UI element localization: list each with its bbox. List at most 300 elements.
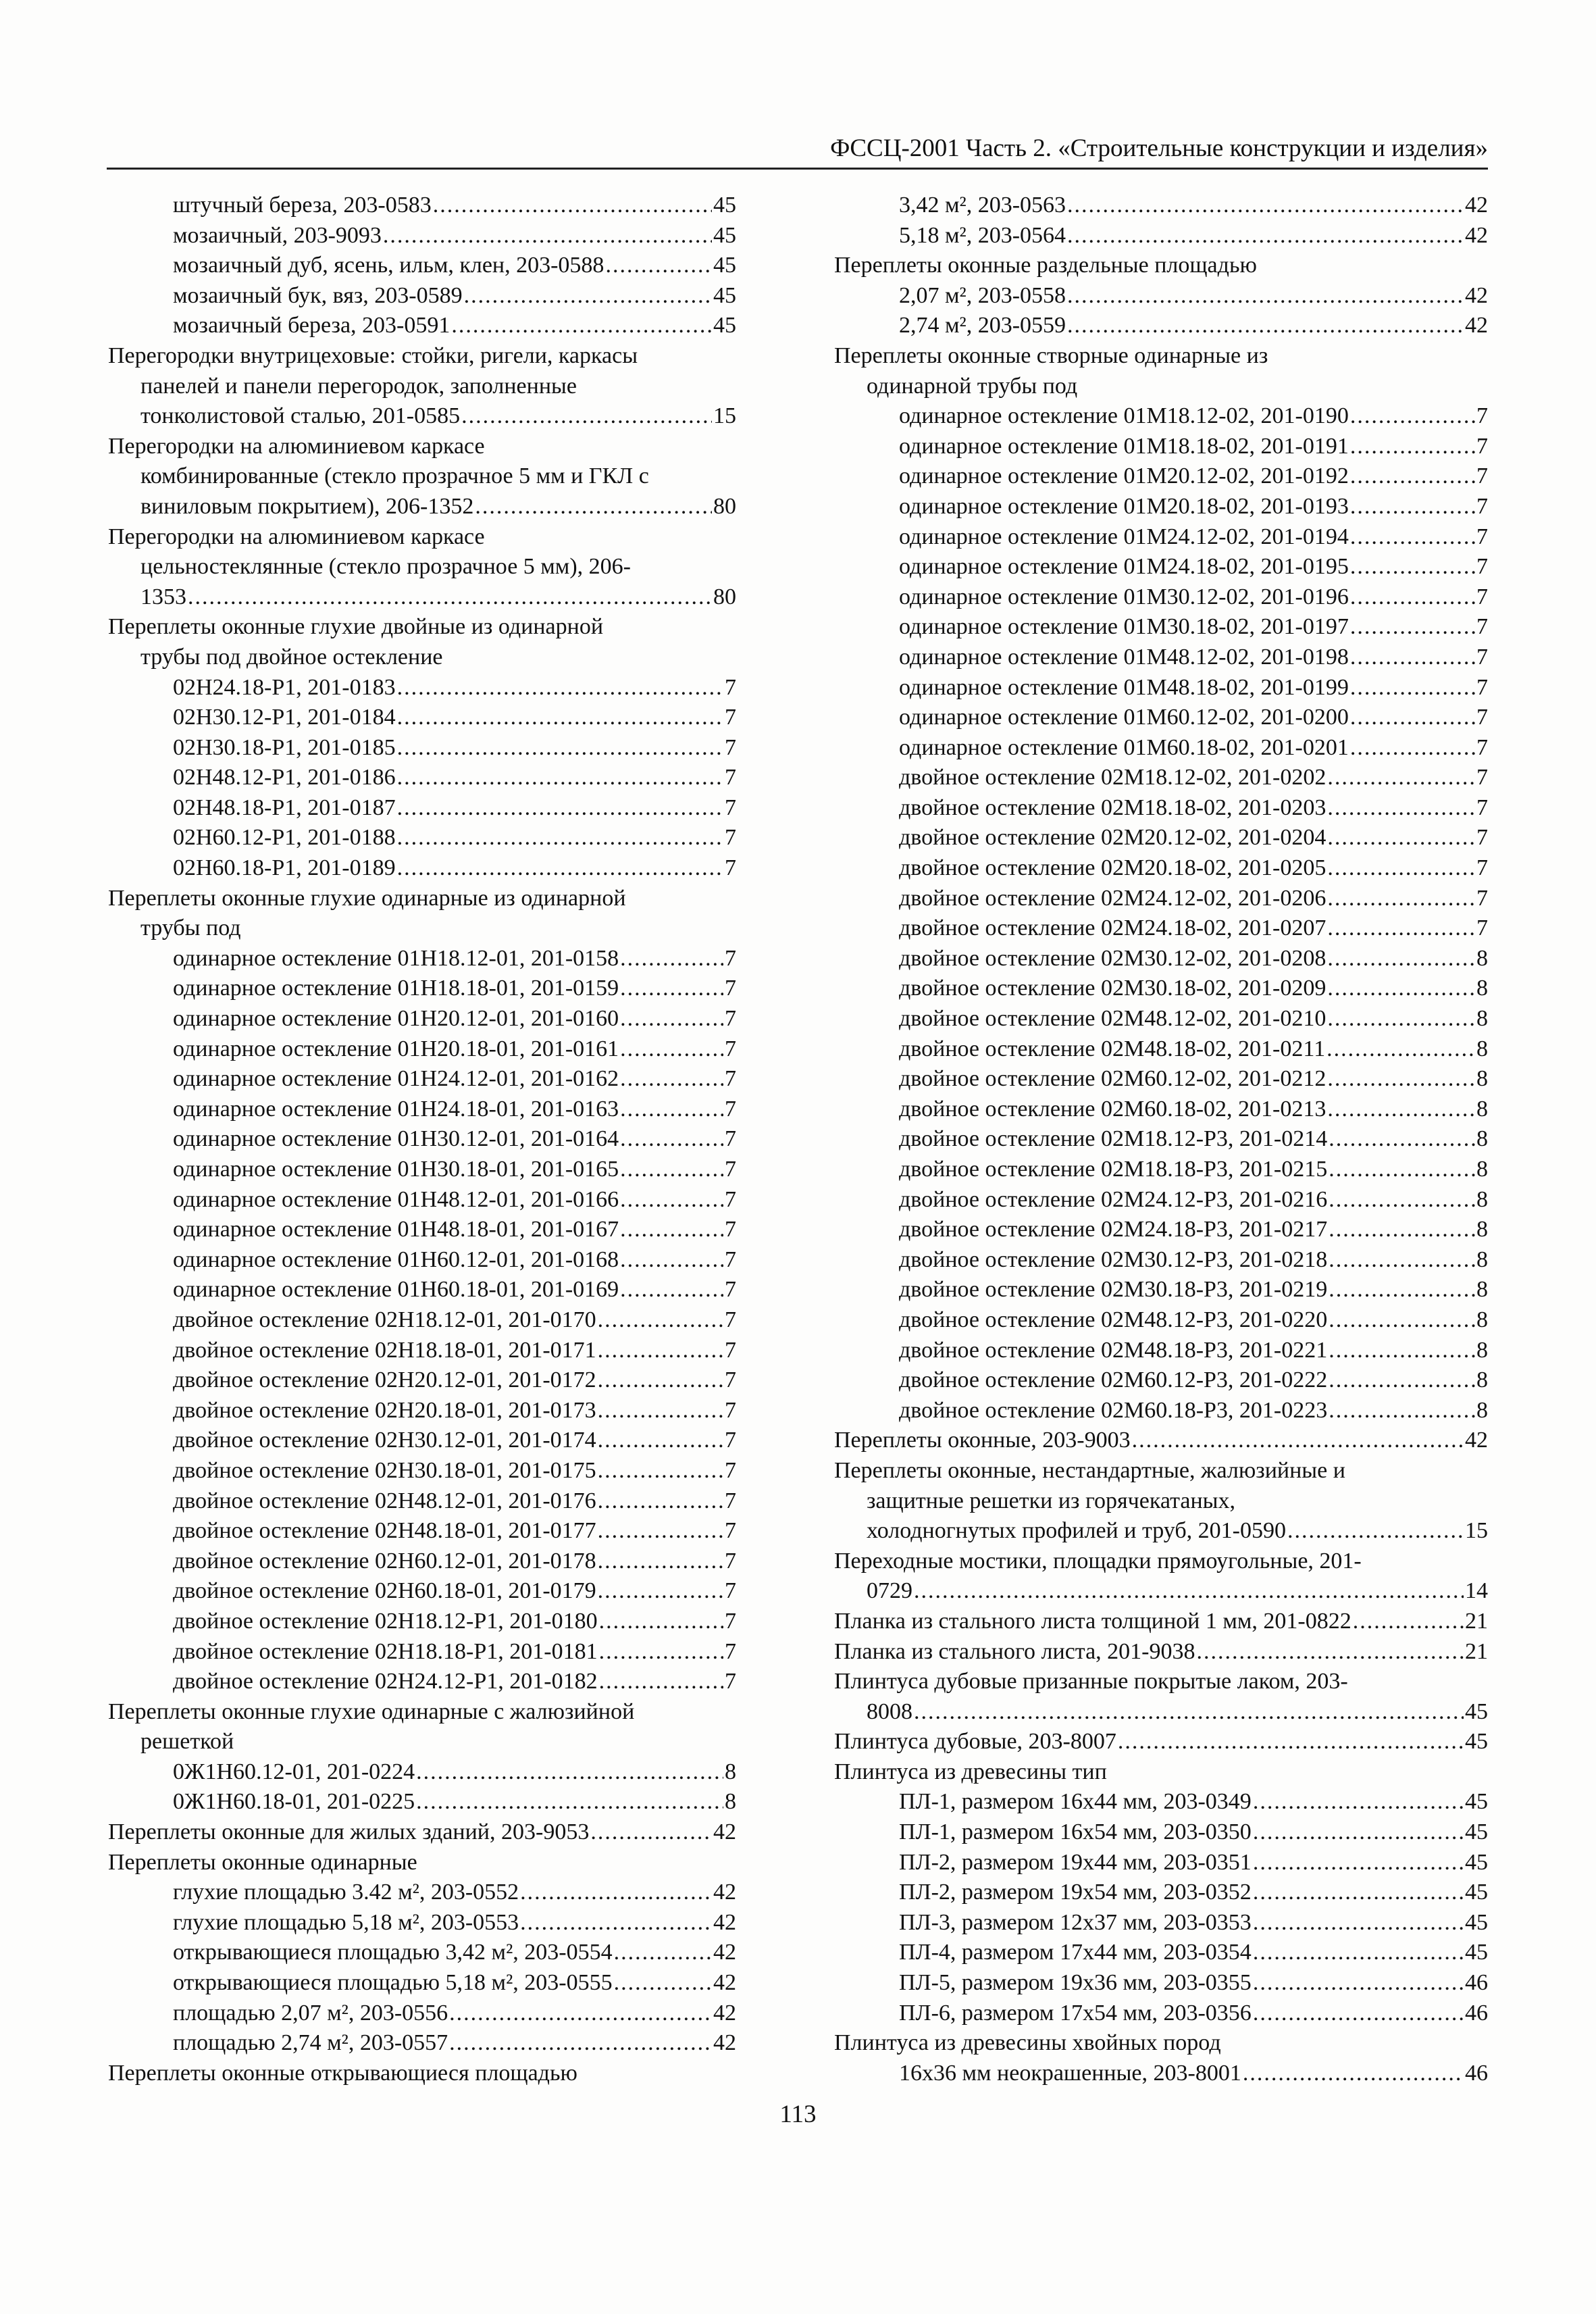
index-entry-text: двойное остекление 02М60.18-02, 201-0213 [899, 1096, 1327, 1122]
dot-leader [1350, 432, 1475, 462]
index-entry-page: 45 [1465, 1789, 1488, 1815]
index-entry-page: 7 [725, 1126, 736, 1152]
index-entry [834, 1938, 1488, 1968]
index-entry-text: двойное остекление 02М30.18-02, 201-0209 [899, 976, 1327, 1001]
index-entry-page: 7 [725, 1518, 736, 1544]
index-entry-text: одинарное остекление 01Н24.12-01, 201-0162 [173, 1066, 619, 1092]
index-entry-text: ПЛ-2, размером 19х54 мм, 203-0352 [899, 1880, 1252, 1905]
index-entry [834, 2059, 1488, 2089]
index-column-left [108, 191, 736, 2088]
index-entry [834, 1787, 1488, 1817]
index-entry-text: двойное остекление 02М24.18-02, 201-0207 [899, 915, 1327, 941]
index-entry [108, 341, 736, 372]
dot-leader [449, 1998, 712, 2029]
index-entry-page: 7 [725, 1066, 736, 1092]
index-entry-page: 7 [1476, 705, 1488, 730]
dot-leader [598, 1426, 723, 1456]
index-entry-page: 46 [1465, 1970, 1488, 1996]
index-entry-page: 7 [725, 1669, 736, 1694]
dot-leader [1253, 1908, 1464, 1938]
index-entry-text: 02Н30.18-Р1, 201-0185 [173, 734, 396, 760]
dot-leader [1329, 1185, 1475, 1215]
dot-leader [520, 1878, 712, 1908]
index-entry-page: 15 [1465, 1518, 1488, 1544]
index-entry-text: двойное остекление 02М30.12-02, 201-0208 [899, 945, 1327, 971]
index-entry-text: одинарное остекление 01Н48.18-01, 201-0167 [173, 1217, 619, 1242]
dot-leader [598, 1396, 723, 1426]
index-entry-text: мозаичный дуб, ясень, ильм, клен, 203-0588 [173, 253, 604, 278]
index-entry-page: 42 [1465, 1428, 1488, 1453]
index-entry-text: Планка из стального листа, 201-9038 [834, 1638, 1195, 1664]
index-entry-text: одинарное остекление 01М24.18-02, 201-0195 [899, 554, 1349, 580]
index-entry [108, 763, 736, 793]
dot-leader [1253, 1998, 1464, 2029]
dot-leader [433, 191, 712, 221]
dot-leader [1253, 1787, 1464, 1817]
index-entry-page: 7 [725, 1457, 736, 1483]
index-entry-page: 8 [1476, 1217, 1488, 1242]
dot-leader [397, 853, 723, 884]
index-entry-page: 7 [725, 1036, 736, 1061]
dot-leader [620, 1124, 723, 1155]
index-entry-page: 80 [713, 493, 736, 519]
index-entry [834, 281, 1488, 311]
index-entry-page: 42 [1465, 222, 1488, 248]
index-entry-text: одинарное остекление 01Н30.18-01, 201-0165 [173, 1157, 619, 1182]
index-entry-page: 80 [713, 584, 736, 609]
index-entry-text: Переплеты оконные открывающиеся площадью [108, 2060, 577, 2086]
index-entry-text: двойное остекление 02М20.12-02, 201-0204 [899, 825, 1327, 851]
dot-leader [1253, 1848, 1464, 1878]
index-entry [108, 281, 736, 311]
index-entry [108, 733, 736, 763]
dot-leader [464, 281, 712, 311]
index-entry-text: Переплеты оконные глухие одинарные с жалюзийной [108, 1699, 635, 1724]
index-entry-text: двойное остекление 02Н48.18-01, 201-0177 [173, 1518, 596, 1544]
index-entry-page: 8 [1476, 1307, 1488, 1332]
dot-leader [599, 1607, 723, 1637]
index-entry-page: 8 [1476, 945, 1488, 971]
index-entry [108, 974, 736, 1004]
index-entry [834, 432, 1488, 462]
index-entry [108, 1336, 736, 1366]
dot-leader [1329, 1124, 1475, 1155]
dot-leader [1327, 1064, 1475, 1095]
index-entry-page: 7 [1476, 524, 1488, 549]
index-entry-text: Плинтуса из древесины хвойных пород [834, 2030, 1221, 2056]
index-entry-page: 7 [725, 976, 736, 1001]
index-entry-text: трубы под двойное остекление [140, 644, 443, 670]
index-entry-text: двойное остекление 02Н20.12-01, 201-0172 [173, 1367, 596, 1393]
index-entry [834, 1305, 1488, 1336]
index-entry [108, 552, 736, 582]
index-entry [834, 703, 1488, 733]
index-entry-page: 14 [1465, 1578, 1488, 1604]
index-entry-page: 8 [1476, 1126, 1488, 1152]
index-entry [834, 944, 1488, 974]
dot-leader [1067, 191, 1464, 221]
index-entry [108, 1878, 736, 1908]
dot-leader [1253, 1968, 1464, 1998]
dot-leader [397, 763, 723, 793]
dot-leader [598, 1516, 723, 1546]
index-entry-text: одинарное остекление 01М20.12-02, 201-0192 [899, 463, 1349, 489]
index-entry-page: 7 [725, 855, 736, 881]
index-entry-page: 7 [725, 825, 736, 851]
index-entry [834, 1396, 1488, 1426]
index-entry-page: 7 [725, 1548, 736, 1574]
index-entry-text: цельностеклянные (стекло прозрачное 5 мм), 206- [140, 554, 631, 580]
index-entry-page: 46 [1465, 2060, 1488, 2086]
dot-leader [1327, 884, 1475, 914]
index-entry [108, 582, 736, 613]
index-entry [108, 461, 736, 492]
index-entry-page: 45 [1465, 1729, 1488, 1755]
dot-leader [449, 2028, 712, 2059]
index-entry-page: 7 [1476, 614, 1488, 640]
index-entry [834, 522, 1488, 553]
index-entry [108, 1124, 736, 1155]
index-entry [834, 853, 1488, 884]
index-entry [108, 1275, 736, 1305]
index-entry-text: Плинтуса из древесины тип [834, 1759, 1107, 1784]
dot-leader [1353, 1607, 1464, 1637]
index-entry-text: одинарное остекление 01Н20.12-01, 201-0160 [173, 1006, 619, 1032]
index-entry-text: двойное остекление 02Н60.12-01, 201-0178 [173, 1548, 596, 1574]
dot-leader [188, 582, 712, 613]
dot-leader [1350, 401, 1475, 432]
index-entry-text: 8008 [867, 1699, 912, 1724]
index-entry-page: 7 [725, 1247, 736, 1272]
index-entry-page: 7 [1476, 885, 1488, 911]
dot-leader [590, 1817, 712, 1848]
index-entry-text: одинарное остекление 01Н18.12-01, 201-0158 [173, 945, 619, 971]
dot-leader [614, 1968, 712, 1998]
index-entry-text: ПЛ-1, размером 16х44 мм, 203-0349 [899, 1789, 1252, 1815]
index-entry-text: 5,18 м², 203-0564 [899, 222, 1066, 248]
index-entry-text: одинарное остекление 01Н20.18-01, 201-0161 [173, 1036, 619, 1061]
index-entry-text: одинарное остекление 01М20.18-02, 201-0193 [899, 493, 1349, 519]
index-entry [834, 401, 1488, 432]
index-entry-page: 42 [713, 1880, 736, 1905]
index-entry [108, 1064, 736, 1095]
index-entry [834, 1275, 1488, 1305]
index-entry-text: глухие площадью 5,18 м², 203-0553 [173, 1909, 519, 1935]
index-entry-page: 8 [1476, 1277, 1488, 1303]
index-entry-page: 21 [1465, 1608, 1488, 1634]
index-entry [834, 461, 1488, 492]
index-entry [108, 2028, 736, 2059]
index-entry-page: 7 [725, 1428, 736, 1453]
dot-leader [397, 823, 723, 853]
index-entry-page: 45 [1465, 1880, 1488, 1905]
index-entry [108, 1697, 736, 1728]
index-entry [108, 1546, 736, 1577]
index-entry-text: одинарное остекление 01Н24.18-01, 201-0163 [173, 1096, 619, 1122]
dot-leader [416, 1787, 723, 1817]
index-entry [834, 1215, 1488, 1245]
dot-leader [475, 492, 712, 522]
dot-leader [1350, 703, 1475, 733]
index-entry [108, 1185, 736, 1215]
index-entry-text: 02Н60.18-Р1, 201-0189 [173, 855, 396, 881]
index-entry-text: Переплеты оконные, нестандартные, жалюзийные и [834, 1457, 1345, 1483]
dot-leader [1329, 1396, 1475, 1426]
index-entry [834, 1155, 1488, 1185]
dot-leader [397, 793, 723, 824]
index-entry-text: 02Н24.18-Р1, 201-0183 [173, 674, 396, 700]
index-entry-page: 8 [1476, 1036, 1488, 1061]
index-entry-text: Планка из стального листа толщиной 1 мм, 201-0822 [834, 1608, 1352, 1634]
index-entry-text: одинарное остекление 01Н48.12-01, 201-0166 [173, 1186, 619, 1212]
index-entry-page: 42 [713, 1970, 736, 1996]
index-entry-page: 7 [725, 1397, 736, 1423]
index-entry-text: 3,42 м², 203-0563 [899, 193, 1066, 218]
index-entry-page: 7 [1476, 403, 1488, 429]
index-entry-text: Переплеты оконные раздельные площадью [834, 253, 1257, 278]
index-entry-page: 7 [725, 1367, 736, 1393]
index-entry-text: двойное остекление 02Н18.12-Р1, 201-0180 [173, 1608, 598, 1634]
index-entry-page: 7 [1476, 584, 1488, 609]
index-entry-text: штучный береза, 203-0583 [173, 193, 432, 218]
index-entry [834, 1516, 1488, 1546]
index-entry-page: 7 [725, 1307, 736, 1332]
index-entry [834, 823, 1488, 853]
index-entry [834, 1757, 1488, 1788]
index-entry [108, 251, 736, 281]
dot-leader [1350, 643, 1475, 673]
dot-leader [520, 1908, 712, 1938]
index-entry-text: двойное остекление 02М18.18-02, 201-0203 [899, 795, 1327, 820]
index-entry-text: одинарное остекление 01М60.18-02, 201-0201 [899, 734, 1349, 760]
index-entry-text: Переплеты оконные одинарные [108, 1849, 417, 1875]
index-entry-text: одинарное остекление 01М30.18-02, 201-0197 [899, 614, 1349, 640]
index-entry [108, 1426, 736, 1456]
index-entry-text: трубы под [140, 915, 241, 941]
index-entry-text: двойное остекление 02М48.12-Р3, 201-0220 [899, 1307, 1328, 1332]
index-entry-text: 02Н48.18-Р1, 201-0187 [173, 795, 396, 820]
index-entry-text: ПЛ-2, размером 19х44 мм, 203-0351 [899, 1849, 1252, 1875]
index-entry [108, 1245, 736, 1276]
index-entry-text: одинарное остекление 01М60.12-02, 201-0200 [899, 705, 1349, 730]
dot-leader [1327, 793, 1475, 824]
index-entry [108, 823, 736, 853]
index-entry-text: ПЛ-5, размером 19х36 мм, 203-0355 [899, 1970, 1252, 1996]
index-entry [834, 372, 1488, 402]
index-entry [108, 1968, 736, 1998]
dot-leader [599, 1637, 723, 1667]
dot-leader [1253, 1878, 1464, 1908]
index-entry-text: одинарной трубы под [867, 373, 1078, 399]
index-entry-text: одинарное остекление 01Н60.18-01, 201-0169 [173, 1277, 619, 1303]
index-entry [834, 2028, 1488, 2059]
index-entry-page: 45 [713, 222, 736, 248]
dot-leader [1329, 1275, 1475, 1305]
index-entry-page: 7 [725, 1337, 736, 1363]
index-entry [834, 191, 1488, 221]
index-entry-text: площадью 2,74 м², 203-0557 [173, 2030, 448, 2056]
dot-leader [1327, 763, 1475, 793]
dot-leader [1350, 582, 1475, 613]
dot-leader [598, 1456, 723, 1486]
index-entry-page: 8 [1476, 1367, 1488, 1393]
dot-leader [1350, 552, 1475, 582]
index-entry-text: открывающиеся площадью 5,18 м², 203-0555 [173, 1970, 613, 1996]
dot-leader [599, 1667, 723, 1697]
dot-leader [461, 401, 712, 432]
dot-leader [1327, 944, 1475, 974]
dot-leader [1329, 1245, 1475, 1276]
index-entry [108, 1607, 736, 1637]
index-entry [108, 1486, 736, 1517]
index-entry [108, 432, 736, 462]
index-entry [834, 913, 1488, 944]
index-entry [108, 1516, 736, 1546]
index-entry [108, 1727, 736, 1757]
index-entry-text: двойное остекление 02М30.12-Р3, 201-0218 [899, 1247, 1328, 1272]
page-number: 113 [779, 2101, 817, 2128]
index-entry-page: 7 [1476, 554, 1488, 580]
index-entry [108, 191, 736, 221]
index-entry [834, 1878, 1488, 1908]
index-entry-text: ПЛ-1, размером 16х54 мм, 203-0350 [899, 1819, 1252, 1845]
index-entry-text: 02Н48.12-Р1, 201-0186 [173, 765, 396, 790]
index-entry [834, 1848, 1488, 1878]
index-entry-page: 42 [713, 1819, 736, 1845]
index-entry-text: двойное остекление 02Н18.18-Р1, 201-0181 [173, 1638, 598, 1664]
index-entry-page: 42 [713, 2030, 736, 2056]
index-entry-page: 7 [725, 1157, 736, 1182]
index-entry-text: одинарное остекление 01Н18.18-01, 201-0159 [173, 976, 619, 1001]
index-entry [834, 1817, 1488, 1848]
dot-leader [620, 1034, 723, 1065]
index-entry [108, 703, 736, 733]
index-entry [834, 1546, 1488, 1577]
index-entry-page: 7 [725, 1608, 736, 1634]
index-entry-text: Перегородки внутрицеховые: стойки, ригели, каркасы [108, 343, 638, 368]
index-entry [834, 1576, 1488, 1607]
index-entry-text: мозаичный бук, вяз, 203-0589 [173, 282, 463, 308]
dot-leader [620, 944, 723, 974]
dot-leader [1329, 1336, 1475, 1366]
dot-leader [451, 311, 712, 341]
index-entry-text: Плинтуса дубовые призанные покрытые лаком, 203- [834, 1669, 1348, 1694]
dot-leader [397, 673, 723, 703]
dot-leader [1243, 2059, 1464, 2089]
dot-leader [1067, 221, 1464, 251]
index-entry-text: площадью 2,07 м², 203-0556 [173, 2000, 448, 2026]
index-entry [834, 612, 1488, 643]
index-entry-text: Переплеты оконные, 203-9003 [834, 1428, 1131, 1453]
index-entry-text: 0729 [867, 1578, 912, 1604]
index-entry [108, 1365, 736, 1396]
dot-leader [1350, 522, 1475, 553]
index-entry-page: 7 [725, 1578, 736, 1604]
index-entry-page: 46 [1465, 2000, 1488, 2026]
index-entry-text: 1353 [140, 584, 186, 609]
index-entry-text: двойное остекление 02Н18.18-01, 201-0171 [173, 1337, 596, 1363]
index-entry-text: одинарное остекление 01М18.18-02, 201-0191 [899, 433, 1349, 459]
index-entry-page: 7 [1476, 825, 1488, 851]
dot-leader [620, 1185, 723, 1215]
index-entry [108, 1155, 736, 1185]
index-entry [834, 1095, 1488, 1125]
index-entry [108, 311, 736, 341]
dot-leader [620, 1095, 723, 1125]
index-entry-page: 45 [713, 253, 736, 278]
index-entry [108, 1757, 736, 1788]
index-entry-text: ПЛ-4, размером 17х44 мм, 203-0354 [899, 1940, 1252, 1965]
dot-leader [598, 1336, 723, 1366]
index-entry [834, 1426, 1488, 1456]
index-entry-page: 15 [713, 403, 736, 429]
index-entry [108, 944, 736, 974]
dot-leader [614, 1938, 712, 1968]
index-entry-page: 8 [1476, 976, 1488, 1001]
dot-leader [598, 1305, 723, 1336]
index-entry [108, 2059, 736, 2089]
dot-leader [397, 703, 723, 733]
index-entry [834, 492, 1488, 522]
index-entry-page: 7 [725, 1488, 736, 1513]
index-entry-page: 7 [1476, 855, 1488, 881]
index-entry [108, 1095, 736, 1125]
index-entry [108, 884, 736, 914]
dot-leader [1287, 1516, 1464, 1546]
dot-leader [1329, 1365, 1475, 1396]
index-entry [834, 1456, 1488, 1486]
index-entry [108, 221, 736, 251]
index-entry-page: 42 [713, 1909, 736, 1935]
dot-leader [914, 1576, 1464, 1607]
index-entry-page: 45 [1465, 1849, 1488, 1875]
index-entry-text: двойное остекление 02Н30.18-01, 201-0175 [173, 1457, 596, 1483]
running-header: ФССЦ-2001 Часть 2. «Строительные конструкции и изделия» [830, 134, 1488, 162]
index-entry-text: панелей и панели перегородок, заполненные [140, 373, 577, 399]
index-entry-text: одинарное остекление 01М30.12-02, 201-0196 [899, 584, 1349, 609]
index-entry-text: 02Н30.12-Р1, 201-0184 [173, 705, 396, 730]
dot-leader [1329, 1215, 1475, 1245]
index-entry-page: 7 [725, 1638, 736, 1664]
index-entry [834, 1637, 1488, 1667]
index-entry-page: 45 [713, 313, 736, 338]
index-entry [108, 1908, 736, 1938]
index-entry-text: двойное остекление 02Н30.12-01, 201-0174 [173, 1428, 596, 1453]
index-entry [108, 1305, 736, 1336]
index-entry [834, 1034, 1488, 1065]
index-entry [108, 401, 736, 432]
dot-leader [620, 1004, 723, 1034]
dot-leader [1327, 913, 1475, 944]
index-entry-page: 7 [725, 705, 736, 730]
dot-leader [1327, 823, 1475, 853]
index-entry-page: 7 [1476, 765, 1488, 790]
index-entry [834, 582, 1488, 613]
index-entry-page: 7 [1476, 795, 1488, 820]
index-entry-text: двойное остекление 02М24.18-Р3, 201-0217 [899, 1217, 1328, 1242]
dot-leader [1327, 974, 1475, 1004]
index-entry [834, 1486, 1488, 1517]
index-entry-page: 21 [1465, 1638, 1488, 1664]
dot-leader [914, 1697, 1464, 1728]
index-entry-text: Плинтуса дубовые, 203-8007 [834, 1729, 1116, 1755]
index-entry [834, 1245, 1488, 1276]
index-entry-page: 7 [1476, 915, 1488, 941]
index-entry-page: 8 [1476, 1006, 1488, 1032]
index-entry-page: 7 [725, 1006, 736, 1032]
index-entry-text: Переплеты оконные для жилых зданий, 203-9053 [108, 1819, 590, 1845]
index-entry-page: 45 [1465, 1909, 1488, 1935]
